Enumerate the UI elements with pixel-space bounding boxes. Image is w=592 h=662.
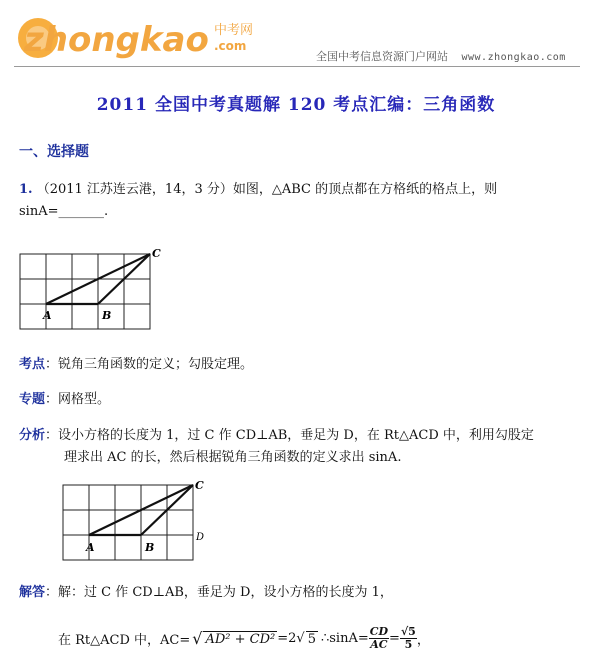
logo-com: .com xyxy=(214,39,247,53)
fraction-root5-5 xyxy=(400,626,417,651)
fraction-cd-ac xyxy=(369,626,389,651)
question-blank: sinA=_______. xyxy=(19,204,109,219)
figure-2-grid xyxy=(60,478,220,564)
site-url[interactable]: www.zhongkao.com xyxy=(461,52,566,63)
fenxi-line-1 xyxy=(19,424,534,443)
fenxi-line-2: 理求出 AC 的长，然后根据锐角三角函数的定义求出 sinA. xyxy=(64,450,402,465)
therefore-sina: ∴sinA= xyxy=(320,631,369,646)
fenxi-label: 分析 xyxy=(19,428,46,443)
jieda-line xyxy=(19,581,393,600)
kaodian-line xyxy=(19,353,253,372)
question-text: （2011 江苏连云港，14，3 分）如图，△ABC 的顶点都在方格纸的格点上，则 xyxy=(36,182,498,197)
fraction-numerator: √5 xyxy=(400,625,416,638)
formula-equals: =2 xyxy=(277,631,297,646)
question-number: 1. xyxy=(19,182,33,197)
fraction-numerator: CD xyxy=(369,625,389,638)
label-b: B xyxy=(145,541,155,554)
page-header xyxy=(0,0,592,72)
question-1 xyxy=(19,178,497,197)
formula-end: ， xyxy=(416,633,430,648)
zhuanti-label: 专题 xyxy=(19,392,46,407)
fraction-denominator: 5 xyxy=(404,638,413,651)
label-a: A xyxy=(43,309,52,322)
label-a: A xyxy=(86,541,95,554)
solution-formula: 在 Rt△ACD 中，AC= √ AD² + CD² =2 √ 5 ∴sinA= $\frac{CD}{AC}$ = $\frac{√5}{5}$ ， xyxy=(58,625,430,651)
jieda-label: 解答 xyxy=(19,585,46,600)
section-heading: 一、选择题 xyxy=(19,144,89,160)
kaodian-label: 考点 xyxy=(19,357,46,372)
document-title: 2011 全国中考真题解 120 考点汇编：三角函数 xyxy=(96,95,496,115)
figure-1-grid xyxy=(17,247,167,333)
zhongkao-logo[interactable] xyxy=(14,8,264,66)
site-tagline xyxy=(316,48,566,64)
fenxi-text-1: ：设小方格的长度为 1，过 C 作 CD⊥AB，垂足为 D，在 Rt△ACD 中，利用勾股定 xyxy=(45,428,534,443)
label-b: B xyxy=(102,309,112,322)
zhuanti-text: ：网格型。 xyxy=(45,392,111,407)
header-divider xyxy=(14,66,580,67)
label-c: C xyxy=(152,247,161,260)
jieda-text: ：解：过 C 作 CD⊥AB，垂足为 D，设小方格的长度为 1， xyxy=(45,585,393,600)
sqrt-sign: √ xyxy=(192,629,203,648)
fraction-denominator: AC xyxy=(370,638,388,651)
label-d: D xyxy=(196,532,205,543)
logo-wordmark: zhongkao xyxy=(24,20,209,60)
site-description: 全国中考信息资源门户网站 xyxy=(316,50,448,63)
logo-cn: 中考网 xyxy=(214,23,254,38)
formula-prefix: 在 Rt△ACD 中，AC= xyxy=(58,633,191,648)
root-five: 5 xyxy=(307,631,316,647)
label-c: C xyxy=(195,479,204,492)
kaodian-text: ：锐角三角函数的定义；勾股定理。 xyxy=(45,357,254,372)
zhuanti-line xyxy=(19,388,110,407)
sqrt-radicand: AD² + CD² xyxy=(205,631,276,647)
